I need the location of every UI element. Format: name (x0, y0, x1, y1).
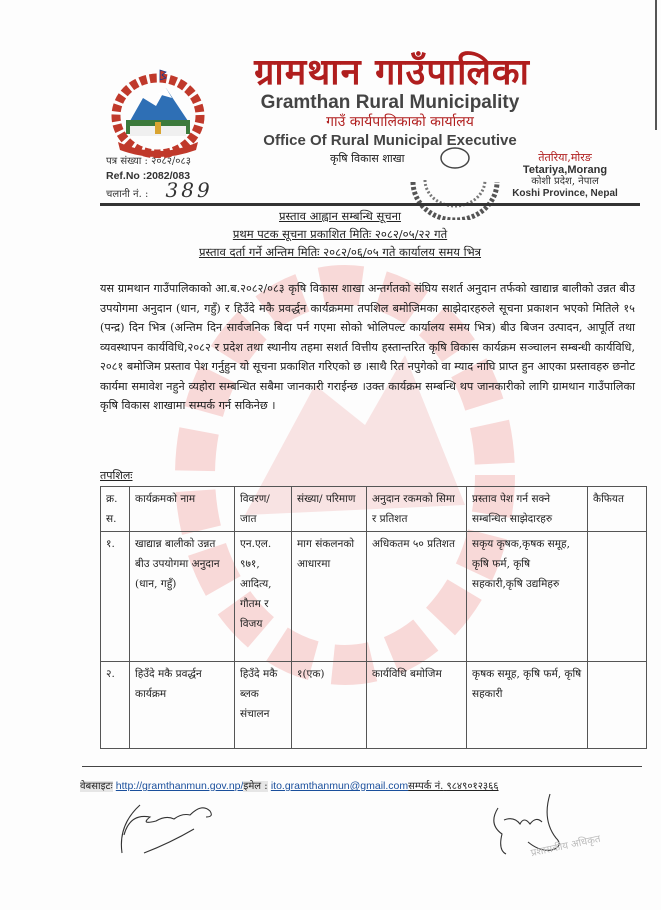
address-place-np: तेतरिया,मोरङ (538, 151, 592, 164)
address-place-en: Tetariya,Morang (522, 164, 608, 176)
submission-deadline-text: प्रस्ताव दर्ता गर्ने अन्तिम मितिः २०८२/०६/०५ गते कार्यालय समय भित्र (198, 245, 482, 259)
municipality-name-en: Gramthan Rural Municipality (260, 92, 520, 113)
office-name-en: Office Of Rural Municipal Executive (263, 132, 517, 149)
header-serial: क्र. स. (101, 487, 130, 532)
cell-description: एन.एल. ९७१, आदित्य, गौतम र विजय (235, 532, 292, 662)
header-description: विवरण/ जात (235, 487, 292, 532)
email-label: इमेल : (243, 781, 268, 792)
municipality-name-np: ग्रामथान गाउँपालिका (254, 51, 530, 93)
header-divider (100, 203, 640, 206)
ref-number-value: 2082/083 (146, 170, 191, 182)
cell-program-name: खाद्यान्न बालीको उन्नत बीउ उपयोगमा अनुदान (धान, गहुँ) (130, 532, 235, 662)
letter-number (106, 155, 213, 169)
phone-label: सम्पर्क नं. (408, 781, 444, 792)
signature-left-icon (110, 795, 230, 865)
letter-number-value: २०८२/०८३ (151, 156, 191, 167)
office-name-np: गाउँ कार्यपालिकाको कार्यालय (326, 114, 474, 130)
address-province-np: कोशी प्रदेश, नेपाल (531, 176, 599, 187)
header-eligible-partners: प्रस्ताव पेश गर्न सक्ने सम्बन्धित साझेदारहरु (467, 487, 588, 532)
footer-divider (82, 766, 642, 767)
dispatch-number (106, 178, 213, 202)
cell-eligible-partners: सकृय कृषक,कृषक समूह, कृषि फर्म, कृषि सहकारी,कृषि उद्यमिहरु (467, 532, 588, 662)
reference-block (106, 155, 213, 202)
scan-edge (655, 0, 657, 130)
first-published-date (130, 225, 550, 243)
notice-body: यस ग्रामथान गाउँपालिकाको आ.ब.२०८२/०८३ कृषि विकास शाखा अन्तर्गतको संघिय सशर्त अनुदान तर्फको खाद्यान्न बालीको उन्नत बीउ उपयोगमा अनुदान (धान, गहुँ) र हिउँदे मकै प्रवर्द्धन कार्यक्रममा तपशिल बमोजिमका साझेदारहरुले सूचना प्रकाशन भएको मितिले १५ (पन्द्र) दिन भित्र (अन्तिम दिन सार्वजनिक बिदा पर्न गएमा सोको भोलिपल्ट कार्यालय समय भित्र) बीउ बिजन उत्पादन, आपूर्ति तथा व्यवस्थापन कार्यविधि,२०८२ र प्रदेश तथा स्थानीय तहमा सशर्त वित्तीय हस्तान्तरित कृषि विकास कार्यक्रम सञ्चालन सम्बन्धी कार्यविधि, २०८१ बमोजिम प्रस्ताव पेश गर्नुहुन यो सूचना प्रकाशित गरिएको छ ।साथै रित नपुगेको वा म्याद नाघि प्राप्त हुन आएका प्रस्तावहरु छनोट कार्यमा समावेश नहुने व्यहोरा सम्बन्धित सबैमा जानकारी गराईन्छ ।उक्त कार्यक्रम सम्बन्धि थप जानकारीको लागि ग्रामथान गाउँपालिका कृषि विकास शाखामा सम्पर्क गर्न सकिनेछ । (100, 282, 635, 412)
email-link[interactable]: ito.gramthanmun@gmail.com (270, 780, 409, 792)
table-row (101, 532, 647, 662)
header-program-name: कार्यक्रमको नाम (130, 487, 235, 532)
cell-eligible-partners: कृषक समूह, कृषि फर्म, कृषि सहकारी (467, 662, 588, 749)
cell-grant-limit: अधिकतम ५० प्रतिशत (367, 532, 467, 662)
header-quantity: संख्या/ परिमाण (292, 487, 367, 532)
cell-serial: १. (101, 532, 130, 662)
cell-remarks (588, 532, 647, 662)
faint-stamp-text: प्रशासकीय अधिकृत (529, 833, 602, 860)
website-label: वेबसाइटः (80, 781, 113, 792)
address-province-en: Koshi Province, Nepal (512, 188, 618, 199)
website-link[interactable]: http://gramthanmun.gov.np/ (115, 780, 244, 792)
phone-value: ९८४९०१२३६६ (446, 781, 499, 792)
ref-number-label: Ref.No : (106, 170, 147, 182)
header-grant-limit: अनुदान रकमको सिमा र प्रतिशत (367, 487, 467, 532)
cell-quantity: माग संकलनको आधारमा (292, 532, 367, 662)
office-address (505, 152, 625, 200)
cell-program-name: हिउँदे मकै प्रवर्द्धन कार्यक्रम (130, 662, 235, 749)
branch-name-np: कृषि विकास शाखा (330, 152, 405, 165)
table-row (101, 662, 647, 749)
cell-serial: २. (101, 662, 130, 749)
dispatch-number-label: चलानी नं. : (106, 189, 149, 200)
dispatch-number-value: 389 (165, 178, 213, 202)
table-header-row (101, 487, 647, 532)
cell-description: हिउँदे मकै ब्लक संचालन (235, 662, 292, 749)
header-remarks: कैफियत (588, 487, 647, 532)
notice-title (130, 207, 550, 225)
schedule-table (100, 486, 647, 749)
first-published-text: प्रथम पटक सूचना प्रकाशित मितिः २०८२/०५/२२ गते (232, 227, 448, 241)
letter-number-label: पत्र संख्या : (106, 156, 148, 167)
notice-title-text: प्रस्ताव आह्वान सम्बन्धि सूचना (279, 209, 401, 223)
cell-remarks (588, 662, 647, 749)
cell-grant-limit: कार्यविधि बमोजिम (367, 662, 467, 749)
cell-quantity: १(एक) (292, 662, 367, 749)
nepal-emblem-icon (108, 66, 208, 158)
schedule-label: तपशिलः (100, 469, 133, 482)
